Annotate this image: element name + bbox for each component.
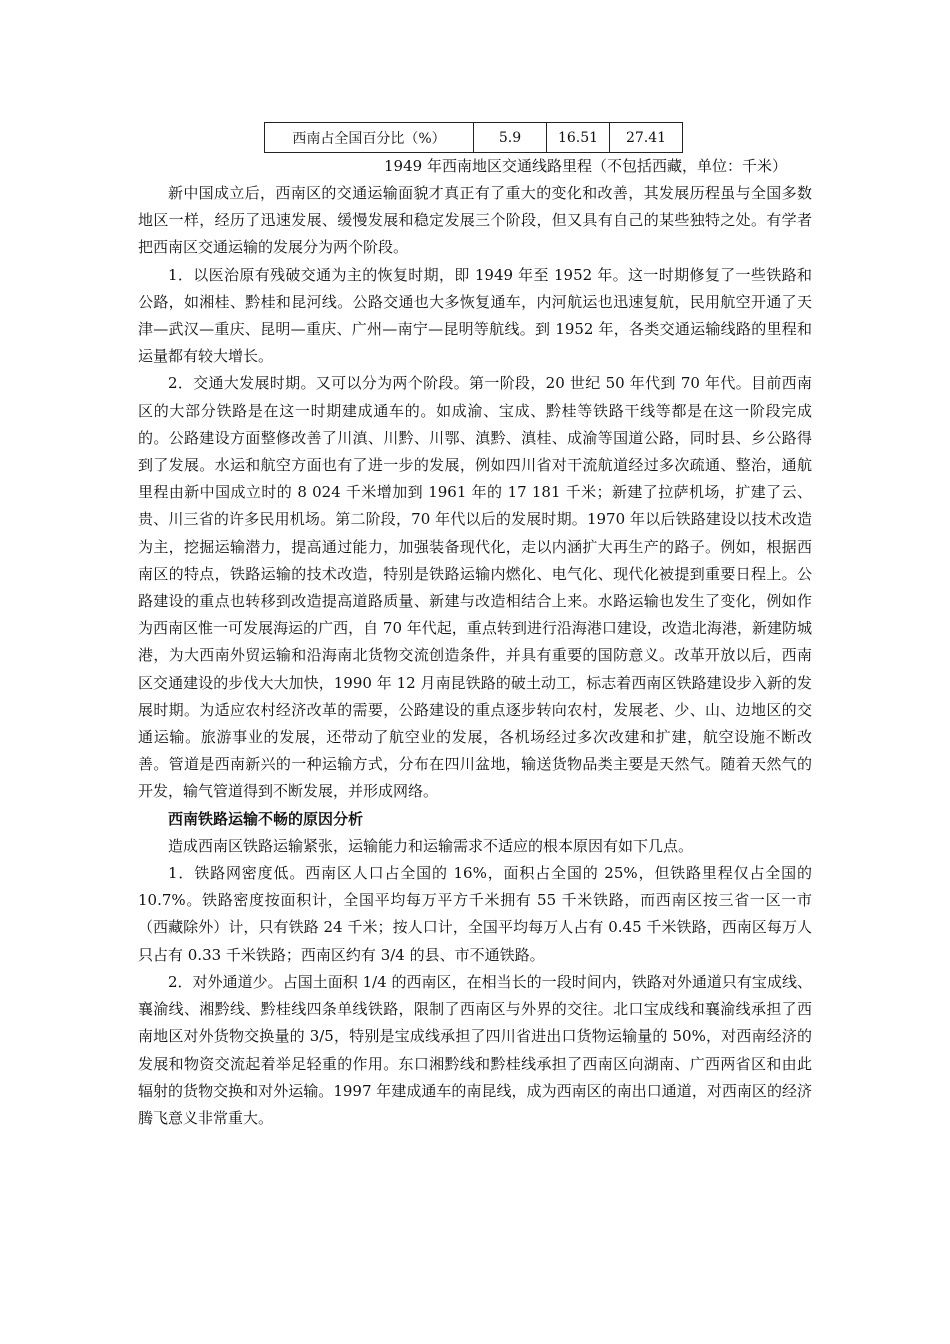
table-cell: 16.51 [547,123,610,153]
paragraph: 2．交通大发展时期。又可以分为两个阶段。第一阶段，20 世纪 50 年代到 70 年代。目前西南区的大部分铁路是在这一时期建成通车的。如成渝、宝成、黔桂等铁路干线等都是在这一阶段完成的。公路建设方面整修改善了川滇、川黔、川鄂、滇黔、滇桂、成渝等国道公路，同时县、乡公路得到了发展。水运和航空方面也有了进一步的发展，例如四川省对干流航道经过多次疏通、整治，通航里程由新中国成立时的 8 024 千米增加到 1961 年的 17 181 千米；新建了拉萨机场，扩建了云、贵、川三省的许多民用机场。第二阶段，70 年代以后的发展时期。1970 年以后铁路建设以技术改造为主，挖掘运输潜力，提高通过能力，加强装备现代化，走以内涵扩大再生产的路子。例如，根据西南区的特点，铁路运输的技术改造，特别是铁路运输内燃化、电气化、现代化被提到重要日程上。公路建设的重点也转移到改造提高道路质量、新建与改造相结合上来。水路运输也发生了变化，例如作为西南区惟一可发展海运的广西，自 70 年代起，重点转到进行沿海港口建设，改造北海港，新建防城港，为大西南外贸运输和沿海南北货物交流创造条件，并具有重要的国防意义。改革开放以后，西南区交通建设的步伐大大加快，1990 年 12 月南昆铁路的破土动工，标志着西南区铁路建设步入新的发展时期。为适应农村经济改革的需要，公路建设的重点逐步转向农村，发展老、少、山、边地区的交通运输。旅游事业的发展，还带动了航空业的发展，各机场经过多次改建和扩建，航空设施不断改善。管道是西南新兴的一种运输方式，分布在四川盆地，输送货物品类主要是天然气。随着天然气的开发，输气管道得到不断发展，并形成网络。 [138,374,812,801]
document-page [138,122,812,1132]
table-cell: 5.9 [474,123,547,153]
table-cell: 27.41 [610,123,683,153]
paragraph: 1．以医治原有残破交通为主的恢复时期，即 1949 年至 1952 年。这一时期修复了一些铁路和公路，如湘桂、黔桂和昆河线。公路交通也大多恢复通车，内河航运也迅速复航，民用航空开通了天津—武汉—重庆、昆明—重庆、广州—南宁—昆明等航线。到 1952 年，各类交通运输线路的里程和运量都有较大增长。 [138,265,812,366]
section-heading: 西南铁路运输不畅的原因分析 [168,809,364,828]
paragraph: 2．对外通道少。占国土面积 1/4 的西南区，在相当长的一段时间内，铁路对外通道只有宝成线、襄渝线、湘黔线、黔桂线四条单线铁路，限制了西南区与外界的交往。北口宝成线和襄渝线承担了西南地区对外货物交换量的 3/5，特别是宝成线承担了四川省进出口货物运输量的 50%，对西南经济的发展和物资交流起着举足轻重的作用。东口湘黔线和黔桂线承担了西南区向湖南、广西两省区和由此辐射的货物交换和对外运输。1997 年建成通车的南昆线，成为西南区的南出口通道，对西南区的经济腾飞意义非常重大。 [138,972,812,1127]
paragraph: 1．铁路网密度低。西南区人口占全国的 16%，面积占全国的 25%，但铁路里程仅占全国的 10.7%。铁路密度按面积计，全国平均每万平方千米拥有 55 千米铁路，而西南区按三省一区一市（西藏除外）计，只有铁路 24 千米；按人口计，全国平均每万人占有 0.45 千米铁路，西南区每万人只占有 0.33 千米铁路；西南区约有 3/4 的县、市不通铁路。 [138,864,812,964]
paragraph: 造成西南区铁路运输紧张，运输能力和运输需求不适应的根本原因有如下几点。 [168,836,694,855]
table-row [265,123,683,153]
table-row-label: 西南占全国百分比（%） [265,123,474,153]
mileage-table [264,122,683,153]
paragraph: 新中国成立后，西南区的交通运输面貌才真正有了重大的变化和改善，其发展历程虽与全国多数地区一样，经历了迅速发展、缓慢发展和稳定发展三个阶段，但又具有自己的某些独特之处。有学者把西南区交通运输的发展分为两个阶段。 [138,184,812,257]
table-caption: 1949 年西南地区交通线路里程（不包括西藏，单位：千米） [384,157,787,175]
